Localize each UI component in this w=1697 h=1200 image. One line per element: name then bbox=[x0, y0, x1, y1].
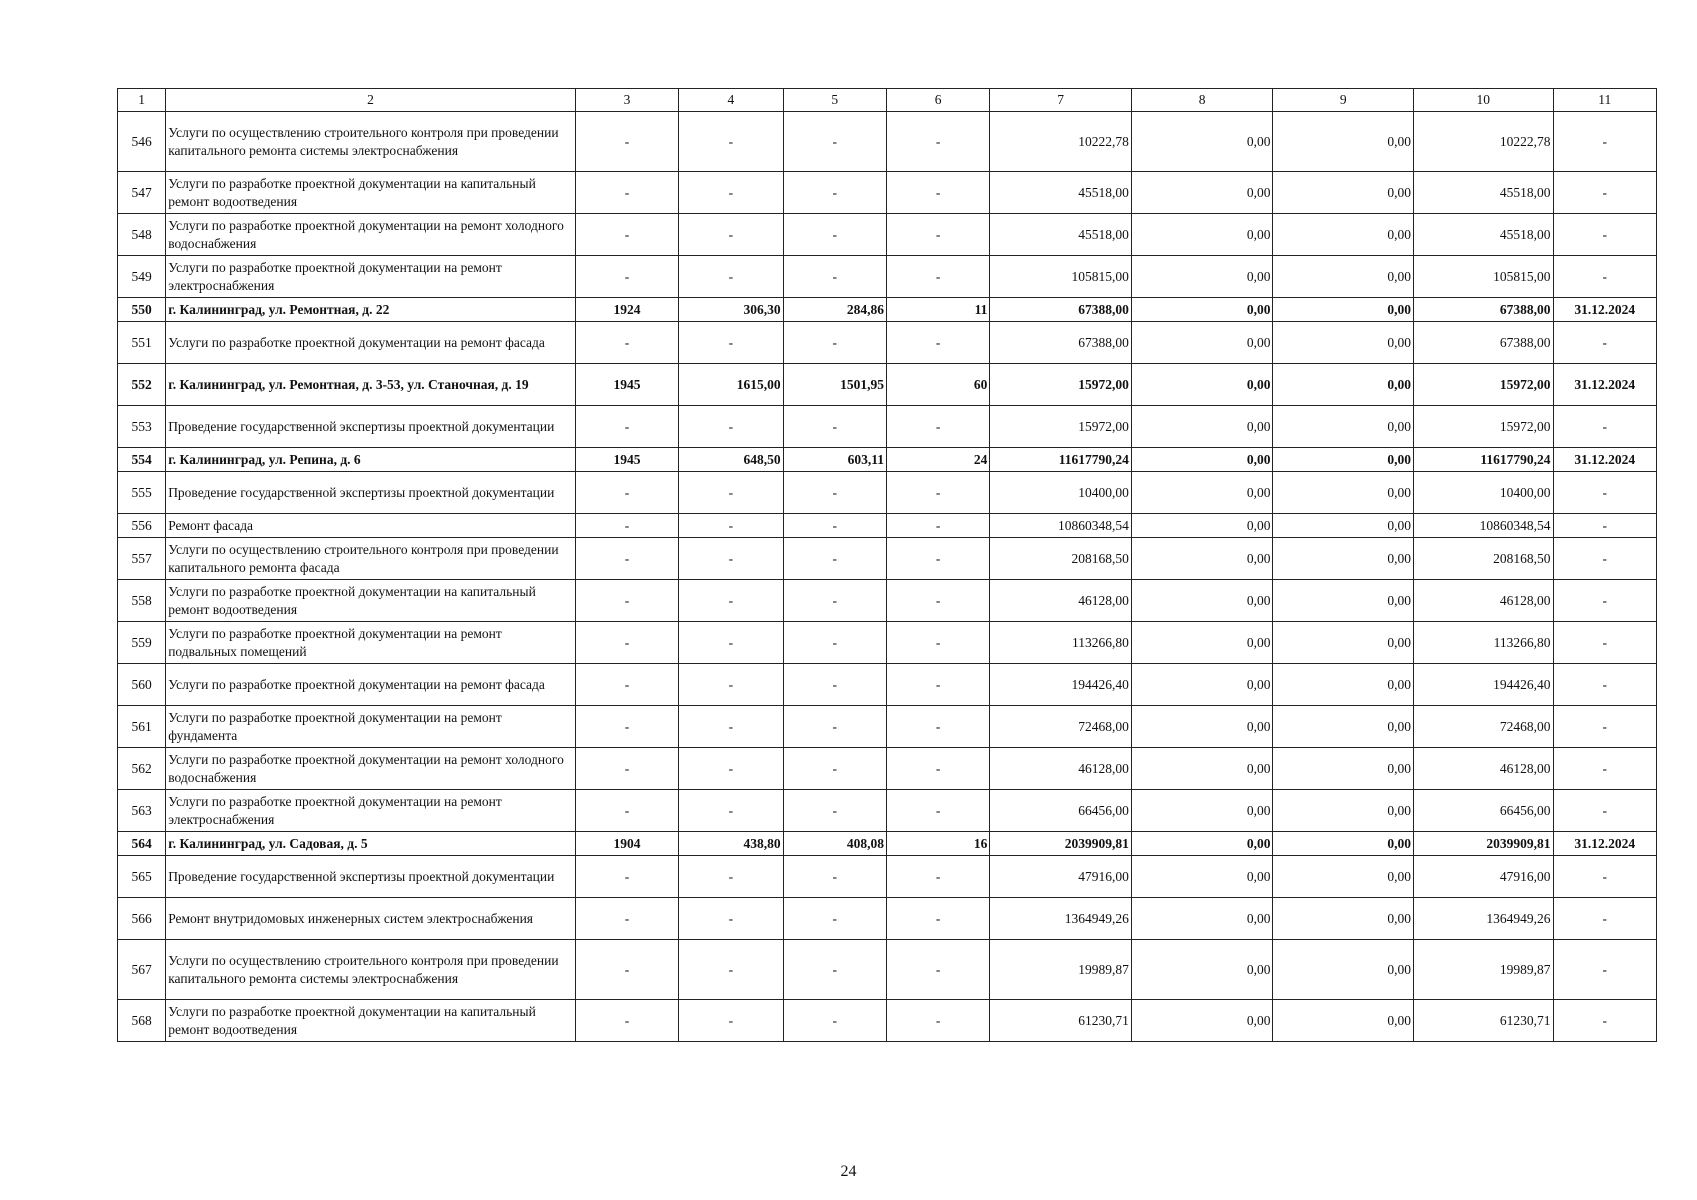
row-number-cell: 555 bbox=[118, 472, 166, 514]
owner-funds-cell: 19989,87 bbox=[1414, 940, 1554, 1000]
name-cell: Услуги по разработке проектной документации на ремонт электроснабжения bbox=[166, 790, 576, 832]
name-cell: г. Калининград, ул. Ремонтная, д. 22 bbox=[166, 298, 576, 322]
owner-funds-cell: 208168,50 bbox=[1414, 538, 1554, 580]
year-cell: - bbox=[575, 472, 678, 514]
area-living-cell: - bbox=[783, 514, 886, 538]
name-cell: Услуги по осуществлению строительного контроля при проведении капитального ремонта системы электроснабжения bbox=[166, 940, 576, 1000]
area-living-cell: - bbox=[783, 790, 886, 832]
row-number-cell: 563 bbox=[118, 790, 166, 832]
date-cell: - bbox=[1553, 1000, 1656, 1042]
area-living-cell: - bbox=[783, 940, 886, 1000]
residents-cell: - bbox=[886, 706, 989, 748]
name-cell: Проведение государственной экспертизы проектной документации bbox=[166, 856, 576, 898]
area-total-cell: 648,50 bbox=[679, 448, 783, 472]
owner-funds-cell: 11617790,24 bbox=[1414, 448, 1554, 472]
fund-cell: 0,00 bbox=[1131, 856, 1273, 898]
name-cell: г. Калининград, ул. Садовая, д. 5 bbox=[166, 832, 576, 856]
residents-cell: 60 bbox=[886, 364, 989, 406]
area-total-cell: 438,80 bbox=[679, 832, 783, 856]
row-number-cell: 552 bbox=[118, 364, 166, 406]
table-row bbox=[118, 172, 1657, 214]
year-cell: - bbox=[575, 1000, 678, 1042]
residents-cell: - bbox=[886, 940, 989, 1000]
residents-cell: 11 bbox=[886, 298, 989, 322]
page-number: 24 bbox=[840, 1163, 857, 1180]
table-row bbox=[118, 832, 1657, 856]
owner-funds-cell: 66456,00 bbox=[1414, 790, 1554, 832]
cost-cell: 2039909,81 bbox=[990, 832, 1132, 856]
name-cell: Услуги по разработке проектной документации на ремонт электроснабжения bbox=[166, 256, 576, 298]
table-row bbox=[118, 538, 1657, 580]
name-cell: Услуги по разработке проектной документации на капитальный ремонт водоотведения bbox=[166, 172, 576, 214]
row-number-cell: 548 bbox=[118, 214, 166, 256]
area-total-cell: 1615,00 bbox=[679, 364, 783, 406]
residents-cell: - bbox=[886, 622, 989, 664]
date-cell: - bbox=[1553, 538, 1656, 580]
area-total-cell: - bbox=[679, 664, 783, 706]
row-number-cell: 554 bbox=[118, 448, 166, 472]
cost-cell: 15972,00 bbox=[990, 406, 1132, 448]
owner-funds-cell: 2039909,81 bbox=[1414, 832, 1554, 856]
date-cell: - bbox=[1553, 622, 1656, 664]
residents-cell: - bbox=[886, 748, 989, 790]
date-cell: - bbox=[1553, 112, 1656, 172]
cost-cell: 105815,00 bbox=[990, 256, 1132, 298]
fund-cell: 0,00 bbox=[1131, 214, 1273, 256]
table-body bbox=[118, 112, 1657, 1042]
cost-cell: 11617790,24 bbox=[990, 448, 1132, 472]
fund-cell: 0,00 bbox=[1131, 898, 1273, 940]
residents-cell: - bbox=[886, 790, 989, 832]
fund-cell: 0,00 bbox=[1131, 448, 1273, 472]
cost-cell: 15972,00 bbox=[990, 364, 1132, 406]
table-row bbox=[118, 298, 1657, 322]
cost-cell: 10860348,54 bbox=[990, 514, 1132, 538]
area-living-cell: - bbox=[783, 1000, 886, 1042]
name-cell: Услуги по осуществлению строительного контроля при проведении капитального ремонта системы электроснабжения bbox=[166, 112, 576, 172]
table-row bbox=[118, 898, 1657, 940]
row-number-cell: 562 bbox=[118, 748, 166, 790]
date-cell: - bbox=[1553, 514, 1656, 538]
area-living-cell: - bbox=[783, 472, 886, 514]
area-total-cell: - bbox=[679, 748, 783, 790]
owner-funds-cell: 1364949,26 bbox=[1414, 898, 1554, 940]
cost-cell: 67388,00 bbox=[990, 322, 1132, 364]
area-total-cell: - bbox=[679, 940, 783, 1000]
owner-funds-cell: 46128,00 bbox=[1414, 580, 1554, 622]
header-cell: 8 bbox=[1131, 89, 1273, 112]
table-row bbox=[118, 256, 1657, 298]
budget-cell: 0,00 bbox=[1273, 622, 1414, 664]
cost-cell: 113266,80 bbox=[990, 622, 1132, 664]
data-table bbox=[117, 88, 1657, 1042]
fund-cell: 0,00 bbox=[1131, 538, 1273, 580]
table-row bbox=[118, 406, 1657, 448]
fund-cell: 0,00 bbox=[1131, 940, 1273, 1000]
name-cell: Услуги по разработке проектной документации на ремонт подвальных помещений bbox=[166, 622, 576, 664]
row-number-cell: 546 bbox=[118, 112, 166, 172]
area-total-cell: - bbox=[679, 580, 783, 622]
area-living-cell: 603,11 bbox=[783, 448, 886, 472]
table-row bbox=[118, 664, 1657, 706]
table-row bbox=[118, 514, 1657, 538]
year-cell: - bbox=[575, 790, 678, 832]
budget-cell: 0,00 bbox=[1273, 664, 1414, 706]
table-row bbox=[118, 364, 1657, 406]
row-number-cell: 560 bbox=[118, 664, 166, 706]
cost-cell: 194426,40 bbox=[990, 664, 1132, 706]
area-total-cell: - bbox=[679, 538, 783, 580]
area-living-cell: 408,08 bbox=[783, 832, 886, 856]
year-cell: - bbox=[575, 538, 678, 580]
fund-cell: 0,00 bbox=[1131, 472, 1273, 514]
area-living-cell: - bbox=[783, 856, 886, 898]
owner-funds-cell: 47916,00 bbox=[1414, 856, 1554, 898]
budget-cell: 0,00 bbox=[1273, 112, 1414, 172]
header-row bbox=[118, 89, 1657, 112]
area-total-cell: - bbox=[679, 322, 783, 364]
fund-cell: 0,00 bbox=[1131, 790, 1273, 832]
date-cell: - bbox=[1553, 580, 1656, 622]
area-living-cell: - bbox=[783, 580, 886, 622]
year-cell: - bbox=[575, 322, 678, 364]
owner-funds-cell: 67388,00 bbox=[1414, 322, 1554, 364]
budget-cell: 0,00 bbox=[1273, 538, 1414, 580]
header-cell: 6 bbox=[886, 89, 989, 112]
year-cell: - bbox=[575, 406, 678, 448]
header-cell: 9 bbox=[1273, 89, 1414, 112]
date-cell: - bbox=[1553, 898, 1656, 940]
header-cell: 2 bbox=[166, 89, 576, 112]
table-row bbox=[118, 940, 1657, 1000]
year-cell: 1945 bbox=[575, 364, 678, 406]
name-cell: Услуги по разработке проектной документации на капитальный ремонт водоотведения bbox=[166, 580, 576, 622]
fund-cell: 0,00 bbox=[1131, 256, 1273, 298]
date-cell: - bbox=[1553, 472, 1656, 514]
fund-cell: 0,00 bbox=[1131, 406, 1273, 448]
residents-cell: - bbox=[886, 214, 989, 256]
residents-cell: - bbox=[886, 406, 989, 448]
row-number-cell: 550 bbox=[118, 298, 166, 322]
year-cell: 1945 bbox=[575, 448, 678, 472]
budget-cell: 0,00 bbox=[1273, 406, 1414, 448]
budget-cell: 0,00 bbox=[1273, 832, 1414, 856]
residents-cell: - bbox=[886, 172, 989, 214]
residents-cell: 16 bbox=[886, 832, 989, 856]
year-cell: - bbox=[575, 622, 678, 664]
owner-funds-cell: 46128,00 bbox=[1414, 748, 1554, 790]
budget-cell: 0,00 bbox=[1273, 364, 1414, 406]
budget-cell: 0,00 bbox=[1273, 256, 1414, 298]
area-total-cell: - bbox=[679, 898, 783, 940]
year-cell: - bbox=[575, 664, 678, 706]
year-cell: - bbox=[575, 580, 678, 622]
date-cell: - bbox=[1553, 322, 1656, 364]
area-living-cell: 1501,95 bbox=[783, 364, 886, 406]
date-cell: - bbox=[1553, 748, 1656, 790]
date-cell: - bbox=[1553, 856, 1656, 898]
residents-cell: - bbox=[886, 856, 989, 898]
area-living-cell: - bbox=[783, 748, 886, 790]
budget-cell: 0,00 bbox=[1273, 472, 1414, 514]
cost-cell: 208168,50 bbox=[990, 538, 1132, 580]
area-total-cell: - bbox=[679, 472, 783, 514]
cost-cell: 66456,00 bbox=[990, 790, 1132, 832]
table-row bbox=[118, 322, 1657, 364]
area-total-cell: - bbox=[679, 790, 783, 832]
row-number-cell: 553 bbox=[118, 406, 166, 448]
cost-cell: 1364949,26 bbox=[990, 898, 1132, 940]
table-row bbox=[118, 580, 1657, 622]
budget-cell: 0,00 bbox=[1273, 172, 1414, 214]
area-living-cell: 284,86 bbox=[783, 298, 886, 322]
owner-funds-cell: 72468,00 bbox=[1414, 706, 1554, 748]
year-cell: - bbox=[575, 172, 678, 214]
row-number-cell: 568 bbox=[118, 1000, 166, 1042]
budget-cell: 0,00 bbox=[1273, 898, 1414, 940]
year-cell: - bbox=[575, 898, 678, 940]
name-cell: Проведение государственной экспертизы проектной документации bbox=[166, 472, 576, 514]
name-cell: Услуги по разработке проектной документации на ремонт фасада bbox=[166, 322, 576, 364]
residents-cell: - bbox=[886, 580, 989, 622]
budget-cell: 0,00 bbox=[1273, 298, 1414, 322]
budget-cell: 0,00 bbox=[1273, 580, 1414, 622]
header-cell: 7 bbox=[990, 89, 1132, 112]
row-number-cell: 549 bbox=[118, 256, 166, 298]
area-total-cell: - bbox=[679, 172, 783, 214]
owner-funds-cell: 113266,80 bbox=[1414, 622, 1554, 664]
owner-funds-cell: 10400,00 bbox=[1414, 472, 1554, 514]
area-total-cell: - bbox=[679, 514, 783, 538]
budget-cell: 0,00 bbox=[1273, 856, 1414, 898]
owner-funds-cell: 194426,40 bbox=[1414, 664, 1554, 706]
area-total-cell: - bbox=[679, 856, 783, 898]
area-living-cell: - bbox=[783, 214, 886, 256]
owner-funds-cell: 45518,00 bbox=[1414, 172, 1554, 214]
area-living-cell: - bbox=[783, 622, 886, 664]
residents-cell: - bbox=[886, 256, 989, 298]
table-row bbox=[118, 1000, 1657, 1042]
cost-cell: 10222,78 bbox=[990, 112, 1132, 172]
fund-cell: 0,00 bbox=[1131, 364, 1273, 406]
cost-cell: 61230,71 bbox=[990, 1000, 1132, 1042]
year-cell: - bbox=[575, 856, 678, 898]
header-cell: 3 bbox=[575, 89, 678, 112]
budget-cell: 0,00 bbox=[1273, 448, 1414, 472]
cost-cell: 67388,00 bbox=[990, 298, 1132, 322]
date-cell: - bbox=[1553, 790, 1656, 832]
year-cell: - bbox=[575, 256, 678, 298]
residents-cell: - bbox=[886, 514, 989, 538]
area-living-cell: - bbox=[783, 172, 886, 214]
fund-cell: 0,00 bbox=[1131, 514, 1273, 538]
cost-cell: 45518,00 bbox=[990, 172, 1132, 214]
row-number-cell: 567 bbox=[118, 940, 166, 1000]
name-cell: Проведение государственной экспертизы проектной документации bbox=[166, 406, 576, 448]
name-cell: Услуги по разработке проектной документации на ремонт холодного водоснабжения bbox=[166, 214, 576, 256]
row-number-cell: 558 bbox=[118, 580, 166, 622]
table-row bbox=[118, 112, 1657, 172]
fund-cell: 0,00 bbox=[1131, 664, 1273, 706]
fund-cell: 0,00 bbox=[1131, 706, 1273, 748]
header-cell: 10 bbox=[1414, 89, 1554, 112]
year-cell: 1904 bbox=[575, 832, 678, 856]
residents-cell: - bbox=[886, 112, 989, 172]
name-cell: Услуги по разработке проектной документации на капитальный ремонт водоотведения bbox=[166, 1000, 576, 1042]
row-number-cell: 565 bbox=[118, 856, 166, 898]
table-row bbox=[118, 706, 1657, 748]
year-cell: - bbox=[575, 748, 678, 790]
row-number-cell: 559 bbox=[118, 622, 166, 664]
area-living-cell: - bbox=[783, 406, 886, 448]
fund-cell: 0,00 bbox=[1131, 622, 1273, 664]
year-cell: - bbox=[575, 112, 678, 172]
date-cell: - bbox=[1553, 706, 1656, 748]
area-total-cell: - bbox=[679, 1000, 783, 1042]
fund-cell: 0,00 bbox=[1131, 748, 1273, 790]
owner-funds-cell: 10860348,54 bbox=[1414, 514, 1554, 538]
table-row bbox=[118, 622, 1657, 664]
date-cell: 31.12.2024 bbox=[1553, 364, 1656, 406]
cost-cell: 47916,00 bbox=[990, 856, 1132, 898]
budget-cell: 0,00 bbox=[1273, 790, 1414, 832]
name-cell: г. Калининград, ул. Репина, д. 6 bbox=[166, 448, 576, 472]
residents-cell: 24 bbox=[886, 448, 989, 472]
area-living-cell: - bbox=[783, 538, 886, 580]
name-cell: Ремонт фасада bbox=[166, 514, 576, 538]
table-row bbox=[118, 214, 1657, 256]
year-cell: - bbox=[575, 706, 678, 748]
year-cell: - bbox=[575, 940, 678, 1000]
date-cell: - bbox=[1553, 256, 1656, 298]
table-row bbox=[118, 448, 1657, 472]
owner-funds-cell: 15972,00 bbox=[1414, 406, 1554, 448]
fund-cell: 0,00 bbox=[1131, 1000, 1273, 1042]
residents-cell: - bbox=[886, 472, 989, 514]
header-cell: 5 bbox=[783, 89, 886, 112]
fund-cell: 0,00 bbox=[1131, 832, 1273, 856]
cost-cell: 72468,00 bbox=[990, 706, 1132, 748]
residents-cell: - bbox=[886, 1000, 989, 1042]
area-living-cell: - bbox=[783, 664, 886, 706]
row-number-cell: 557 bbox=[118, 538, 166, 580]
fund-cell: 0,00 bbox=[1131, 112, 1273, 172]
cost-cell: 19989,87 bbox=[990, 940, 1132, 1000]
year-cell: 1924 bbox=[575, 298, 678, 322]
year-cell: - bbox=[575, 514, 678, 538]
table-row bbox=[118, 856, 1657, 898]
area-total-cell: 306,30 bbox=[679, 298, 783, 322]
date-cell: - bbox=[1553, 664, 1656, 706]
area-total-cell: - bbox=[679, 112, 783, 172]
area-living-cell: - bbox=[783, 112, 886, 172]
area-living-cell: - bbox=[783, 898, 886, 940]
name-cell: Услуги по разработке проектной документации на ремонт фундамента bbox=[166, 706, 576, 748]
area-living-cell: - bbox=[783, 706, 886, 748]
area-living-cell: - bbox=[783, 256, 886, 298]
budget-cell: 0,00 bbox=[1273, 214, 1414, 256]
owner-funds-cell: 105815,00 bbox=[1414, 256, 1554, 298]
header-cell: 1 bbox=[118, 89, 166, 112]
date-cell: - bbox=[1553, 940, 1656, 1000]
table-row bbox=[118, 790, 1657, 832]
budget-cell: 0,00 bbox=[1273, 940, 1414, 1000]
budget-cell: 0,00 bbox=[1273, 1000, 1414, 1042]
fund-cell: 0,00 bbox=[1131, 580, 1273, 622]
area-total-cell: - bbox=[679, 256, 783, 298]
row-number-cell: 547 bbox=[118, 172, 166, 214]
date-cell: - bbox=[1553, 172, 1656, 214]
area-living-cell: - bbox=[783, 322, 886, 364]
owner-funds-cell: 10222,78 bbox=[1414, 112, 1554, 172]
fund-cell: 0,00 bbox=[1131, 298, 1273, 322]
name-cell: Услуги по разработке проектной документации на ремонт холодного водоснабжения bbox=[166, 748, 576, 790]
cost-cell: 46128,00 bbox=[990, 748, 1132, 790]
cost-cell: 10400,00 bbox=[990, 472, 1132, 514]
date-cell: 31.12.2024 bbox=[1553, 448, 1656, 472]
owner-funds-cell: 45518,00 bbox=[1414, 214, 1554, 256]
area-total-cell: - bbox=[679, 706, 783, 748]
budget-cell: 0,00 bbox=[1273, 748, 1414, 790]
name-cell: Услуги по осуществлению строительного контроля при проведении капитального ремонта фасада bbox=[166, 538, 576, 580]
residents-cell: - bbox=[886, 322, 989, 364]
row-number-cell: 556 bbox=[118, 514, 166, 538]
fund-cell: 0,00 bbox=[1131, 172, 1273, 214]
cost-cell: 45518,00 bbox=[990, 214, 1132, 256]
year-cell: - bbox=[575, 214, 678, 256]
table-row bbox=[118, 748, 1657, 790]
budget-cell: 0,00 bbox=[1273, 322, 1414, 364]
owner-funds-cell: 67388,00 bbox=[1414, 298, 1554, 322]
date-cell: 31.12.2024 bbox=[1553, 832, 1656, 856]
residents-cell: - bbox=[886, 664, 989, 706]
row-number-cell: 551 bbox=[118, 322, 166, 364]
owner-funds-cell: 61230,71 bbox=[1414, 1000, 1554, 1042]
date-cell: - bbox=[1553, 406, 1656, 448]
name-cell: г. Калининград, ул. Ремонтная, д. 3-53, ул. Станочная, д. 19 bbox=[166, 364, 576, 406]
header-cell: 4 bbox=[679, 89, 783, 112]
row-number-cell: 561 bbox=[118, 706, 166, 748]
table-row bbox=[118, 472, 1657, 514]
cost-cell: 46128,00 bbox=[990, 580, 1132, 622]
row-number-cell: 564 bbox=[118, 832, 166, 856]
area-total-cell: - bbox=[679, 214, 783, 256]
name-cell: Услуги по разработке проектной документации на ремонт фасада bbox=[166, 664, 576, 706]
fund-cell: 0,00 bbox=[1131, 322, 1273, 364]
row-number-cell: 566 bbox=[118, 898, 166, 940]
owner-funds-cell: 15972,00 bbox=[1414, 364, 1554, 406]
area-total-cell: - bbox=[679, 622, 783, 664]
date-cell: 31.12.2024 bbox=[1553, 298, 1656, 322]
name-cell: Ремонт внутридомовых инженерных систем электроснабжения bbox=[166, 898, 576, 940]
budget-cell: 0,00 bbox=[1273, 514, 1414, 538]
residents-cell: - bbox=[886, 538, 989, 580]
budget-cell: 0,00 bbox=[1273, 706, 1414, 748]
residents-cell: - bbox=[886, 898, 989, 940]
header-cell: 11 bbox=[1553, 89, 1656, 112]
date-cell: - bbox=[1553, 214, 1656, 256]
area-total-cell: - bbox=[679, 406, 783, 448]
